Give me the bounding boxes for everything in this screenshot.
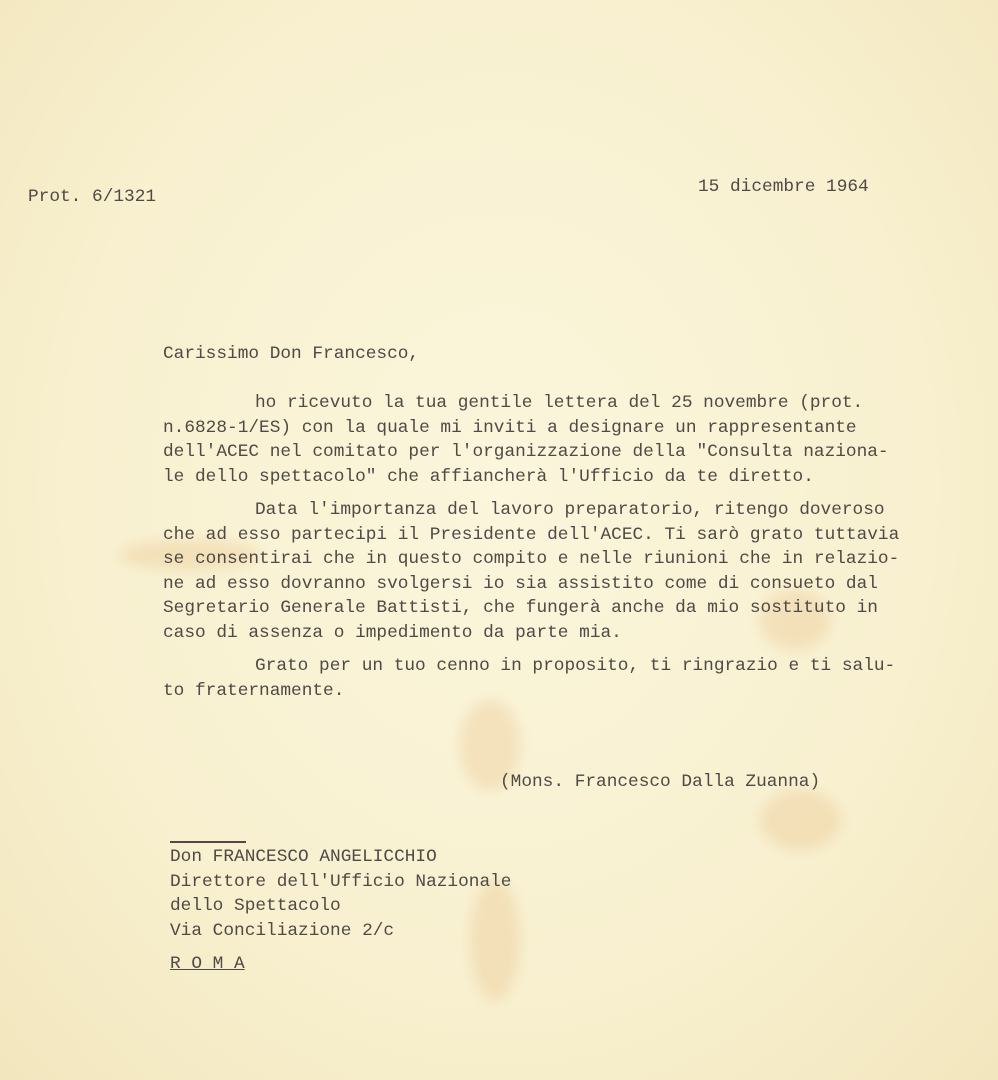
text-line: dell'ACEC nel comitato per l'organizzazione della "Consulta naziona-	[163, 442, 889, 462]
text-line: to fraternamente.	[163, 680, 345, 701]
text-line: se consentirai che in questo compito e nelle riunioni che in relazio-	[163, 549, 900, 569]
paper-stain	[760, 790, 840, 850]
recipient-line: Don FRANCESCO ANGELICCHIO	[170, 847, 437, 867]
recipient-line: dello Spettacolo	[170, 896, 341, 916]
recipient-address	[170, 845, 511, 943]
text-line: che ad esso partecipi il Presidente dell'ACEC. Ti sarò grato tuttavia	[163, 524, 900, 545]
text-line: le dello spettacolo" che affiancherà l'Ufficio da te diretto.	[163, 466, 814, 487]
paragraph	[163, 498, 899, 645]
paragraph	[163, 654, 899, 703]
divider	[170, 841, 246, 843]
text-line: n.6828-1/ES) con la quale mi inviti a designare un rappresentante	[163, 417, 857, 438]
text-line: Grato per un tuo cenno in proposito, ti ringrazio e ti salu-	[255, 656, 896, 676]
letter-body	[163, 391, 899, 703]
text-line: ne ad esso dovranno svolgersi io sia assistito come di consueto dal	[163, 573, 878, 594]
text-line: Data l'importanza del lavoro preparatorio, ritengo doveroso	[255, 500, 885, 520]
recipient-line: Via Conciliazione 2/c	[170, 920, 395, 941]
signature: (Mons. Francesco Dalla Zuanna)	[500, 772, 821, 792]
text-line: caso di assenza o impedimento da parte mia.	[163, 622, 622, 643]
recipient-city: R O M A	[170, 954, 245, 974]
text-line: ho ricevuto la tua gentile lettera del 25 novembre (prot.	[255, 393, 864, 413]
recipient-line: Direttore dell'Ufficio Nazionale	[170, 871, 512, 892]
protocol-number: Prot. 6/1321	[28, 187, 157, 207]
salutation: Carissimo Don Francesco,	[163, 344, 420, 364]
letter-date: 15 dicembre 1964	[698, 177, 869, 197]
text-line: Segretario Generale Battisti, che fungerà anche da mio sostituto in	[163, 598, 878, 618]
paragraph	[163, 391, 899, 489]
